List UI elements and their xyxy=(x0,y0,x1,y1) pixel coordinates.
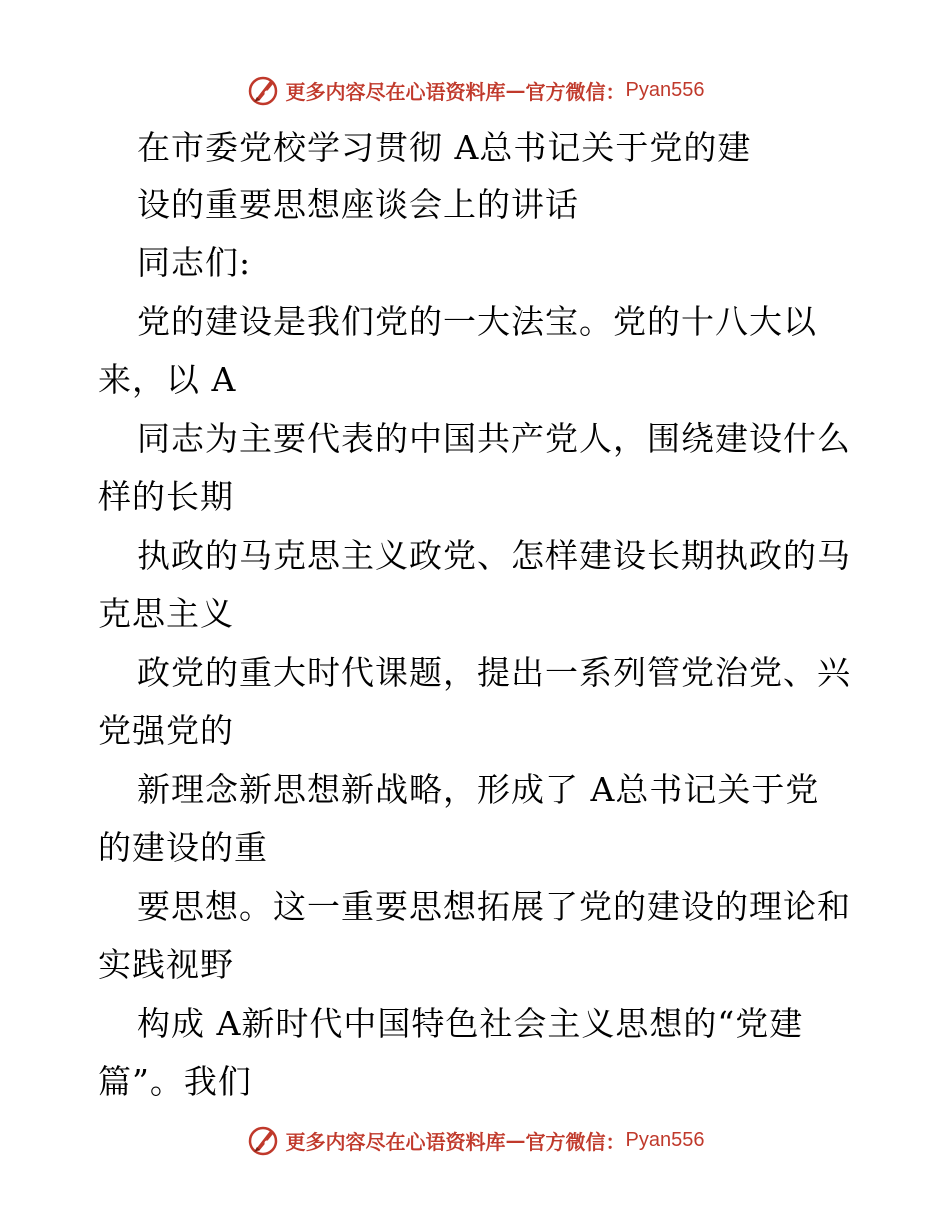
watermark-banner-top xyxy=(0,68,950,112)
watermark-site-text: 更多内容尽在心语资料库 xyxy=(285,1129,506,1154)
paragraph-line: 政党的重大时代课题，提出一系列管党治党、兴 xyxy=(137,653,851,692)
paragraph-line: 构成 A新时代中国特色社会主义思想的“党建 xyxy=(137,1004,804,1043)
watermark-wechat-label: 官方微信： xyxy=(525,1129,626,1154)
watermark-site-text: 更多内容尽在心语资料库 xyxy=(285,79,506,104)
watermark-wechat-id: Pyan556 xyxy=(625,1128,705,1151)
paragraph-line: 样的长期 xyxy=(98,477,234,516)
paragraph-line: 篇”。我们 xyxy=(98,1062,252,1101)
paragraph-line: 执政的马克思主义政党、怎样建设长期执政的马 xyxy=(137,536,851,575)
document-title-line-2: 设的重要思想座谈会上的讲话 xyxy=(137,185,579,224)
quill-pen-logo-icon xyxy=(246,1123,280,1157)
paragraph-line: 同志为主要代表的中国共产党人，围绕建设什么 xyxy=(137,419,851,458)
paragraph-line: 来，以 A xyxy=(98,360,237,399)
document-title-line-1: 在市委党校学习贯彻 A总书记关于党的建 xyxy=(137,128,752,167)
watermark-wechat-id: Pyan556 xyxy=(625,78,705,101)
watermark-separator: — xyxy=(505,78,526,102)
paragraph-line: 党强党的 xyxy=(98,711,234,750)
paragraph-line: 党的建设是我们党的一大法宝。党的十八大以 xyxy=(137,302,817,341)
paragraph-line: 实践视野 xyxy=(98,945,234,984)
paragraph-line: 克思主义 xyxy=(98,594,234,633)
watermark-banner-bottom xyxy=(0,1118,950,1162)
salutation: 同志们: xyxy=(137,243,252,282)
quill-pen-logo-icon xyxy=(246,73,280,107)
paragraph-line: 新理念新思想新战略，形成了 A总书记关于党 xyxy=(137,770,820,809)
watermark-separator: — xyxy=(505,1128,526,1152)
paragraph-line: 要思想。这一重要思想拓展了党的建设的理论和 xyxy=(137,887,851,926)
watermark-wechat-label: 官方微信： xyxy=(525,79,626,104)
paragraph-line: 的建设的重 xyxy=(98,828,268,867)
